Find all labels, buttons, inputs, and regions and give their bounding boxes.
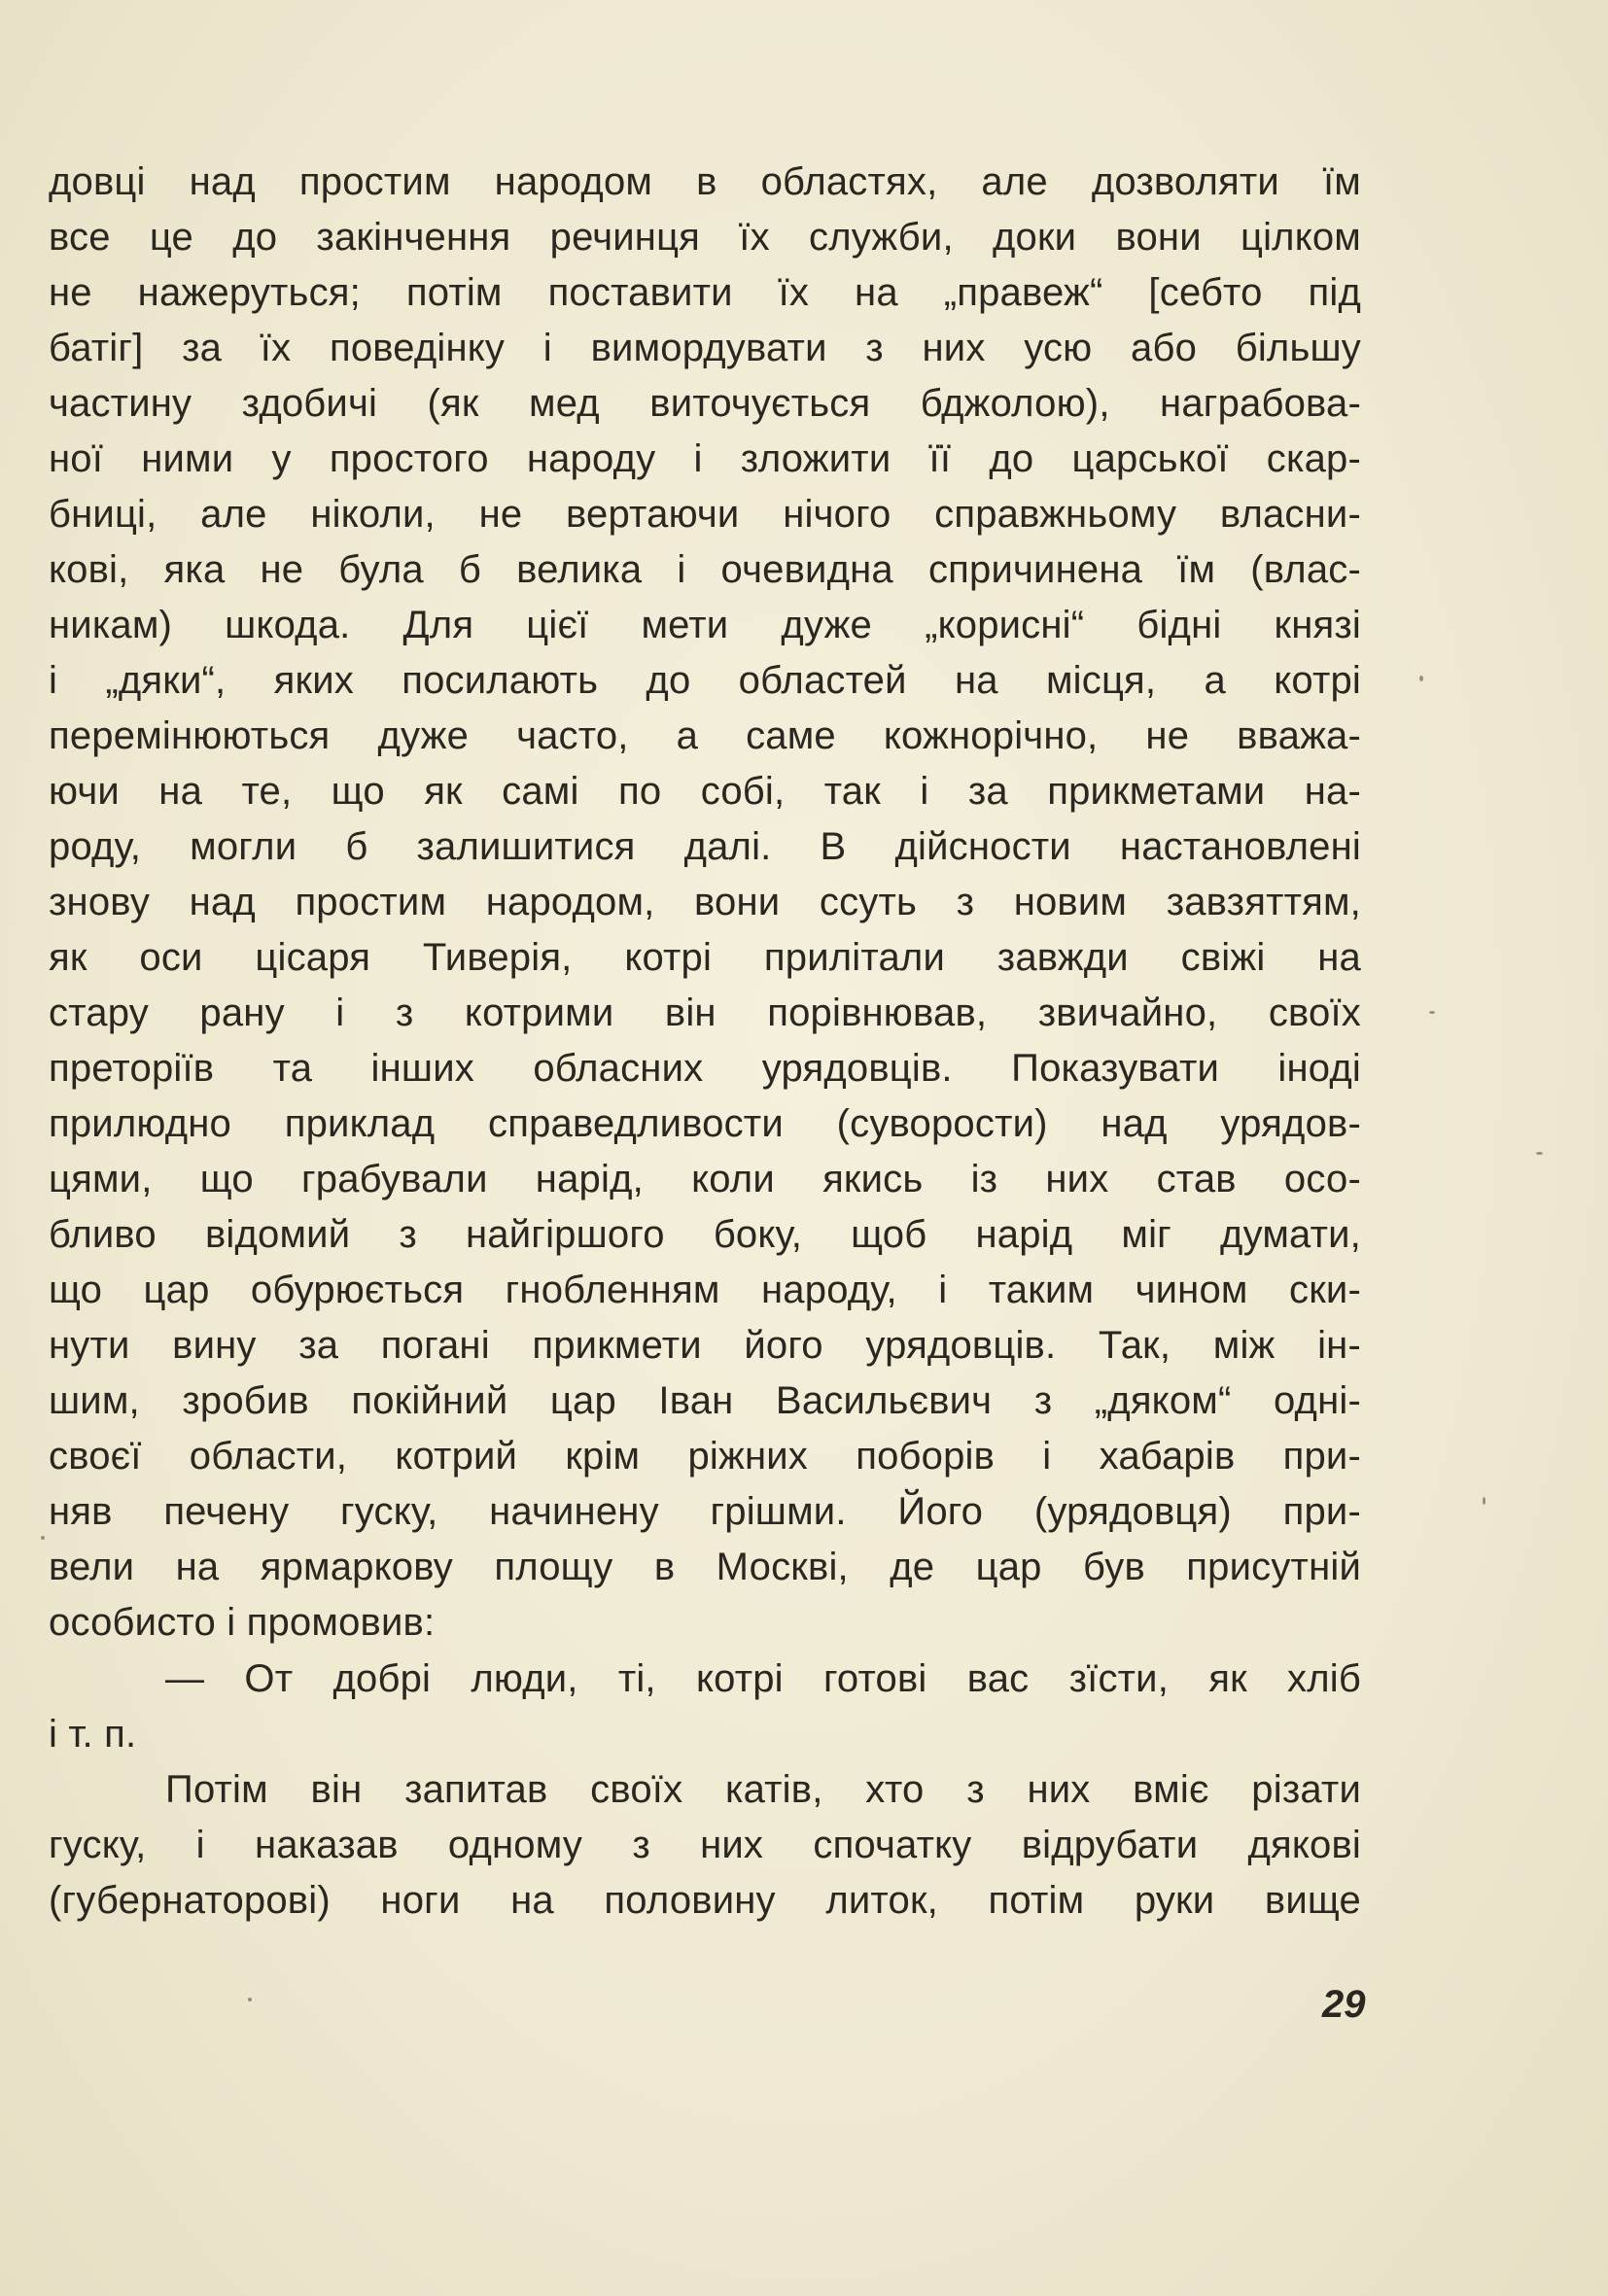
text-line: знову над простим народом, вони ссуть з новим завзяттям, [49, 881, 1361, 923]
text-line: Потім він запитав своїх катів, хто з них вміє різати [165, 1768, 1361, 1811]
text-line: і „дяки“, яких посилають до областей на місця, а котрі [49, 659, 1361, 702]
text-line: кові, яка не була б велика і очевидна спричинена їм (влас- [49, 548, 1361, 591]
text-line: бливо відомий з найгіршого боку, щоб нарід міг думати, [49, 1213, 1361, 1256]
text-line: гуску, і наказав одному з них спочатку відрубати дякові [49, 1824, 1361, 1866]
text-line: все це до закінчення речинця їх служби, доки вони цілком [49, 216, 1361, 259]
text-line: і т. п. [49, 1713, 137, 1756]
scan-speck [41, 1536, 45, 1540]
text-line: прилюдно приклад справедливости (суворости) над урядов- [49, 1102, 1361, 1145]
text-line: ної ними у простого народу і зложити її до царської скар- [49, 437, 1361, 480]
text-line: бниці, але ніколи, не вертаючи нічого справжньому власни- [49, 493, 1361, 536]
text-line: ючи на те, що як самі по собі, так і за прикметами на- [49, 770, 1361, 813]
text-line: нути вину за погані прикмети його урядовців. Так, між ін- [49, 1324, 1361, 1367]
text-line: вели на ярмаркову площу в Москві, де цар був присутній [49, 1546, 1361, 1588]
text-line: няв печену гуску, начинену грішми. Його (урядовця) при- [49, 1490, 1361, 1533]
text-line: роду, могли б залишитися далі. В дійсности настановлені [49, 825, 1361, 868]
text-line: перемінюються дуже часто, а саме кожнорічно, не вважа- [49, 714, 1361, 757]
text-line: стару рану і з котрими він порівнював, звичайно, своїх [49, 991, 1361, 1034]
text-line: особисто і промовив: [49, 1601, 436, 1644]
text-line: — От добрі люди, ті, котрі готові вас зїсти, як хліб [165, 1657, 1361, 1700]
text-line: частину здобичі (як мед виточується бджолою), награбова- [49, 382, 1361, 425]
text-line: не нажеруться; потім поставити їх на „правеж“ [себто під [49, 271, 1361, 314]
scan-speck [1536, 1152, 1543, 1155]
text-line: цями, що грабували нарід, коли якись із них став осо- [49, 1158, 1361, 1200]
page-number: 29 [1322, 1983, 1366, 2026]
text-line: шим, зробив покійний цар Іван Васильєвич з „дяком“ одні- [49, 1379, 1361, 1422]
text-line: довці над простим народом в областях, але дозволяти їм [49, 160, 1361, 203]
text-line: своєї области, котрий крім ріжних поборів і хабарів при- [49, 1435, 1361, 1478]
text-line: (губернаторові) ноги на половину литок, потім руки вище [49, 1879, 1361, 1922]
scan-speck [1419, 676, 1423, 681]
text-line: батіг] за їх поведінку і вимордувати з них усю або більшу [49, 327, 1361, 369]
text-line: як оси цісаря Тиверія, котрі прилітали завжди свіжі на [49, 936, 1361, 979]
scan-speck [1483, 1497, 1486, 1505]
text-line: що цар обурюється гнобленням народу, і таким чином ски- [49, 1269, 1361, 1311]
text-line: преторіїв та інших обласних урядовців. Показувати іноді [49, 1047, 1361, 1090]
scan-speck [248, 1998, 252, 2001]
scan-speck [1429, 1011, 1435, 1014]
text-line: никам) шкода. Для цієї мети дуже „корисні“ бідні князі [49, 604, 1361, 646]
